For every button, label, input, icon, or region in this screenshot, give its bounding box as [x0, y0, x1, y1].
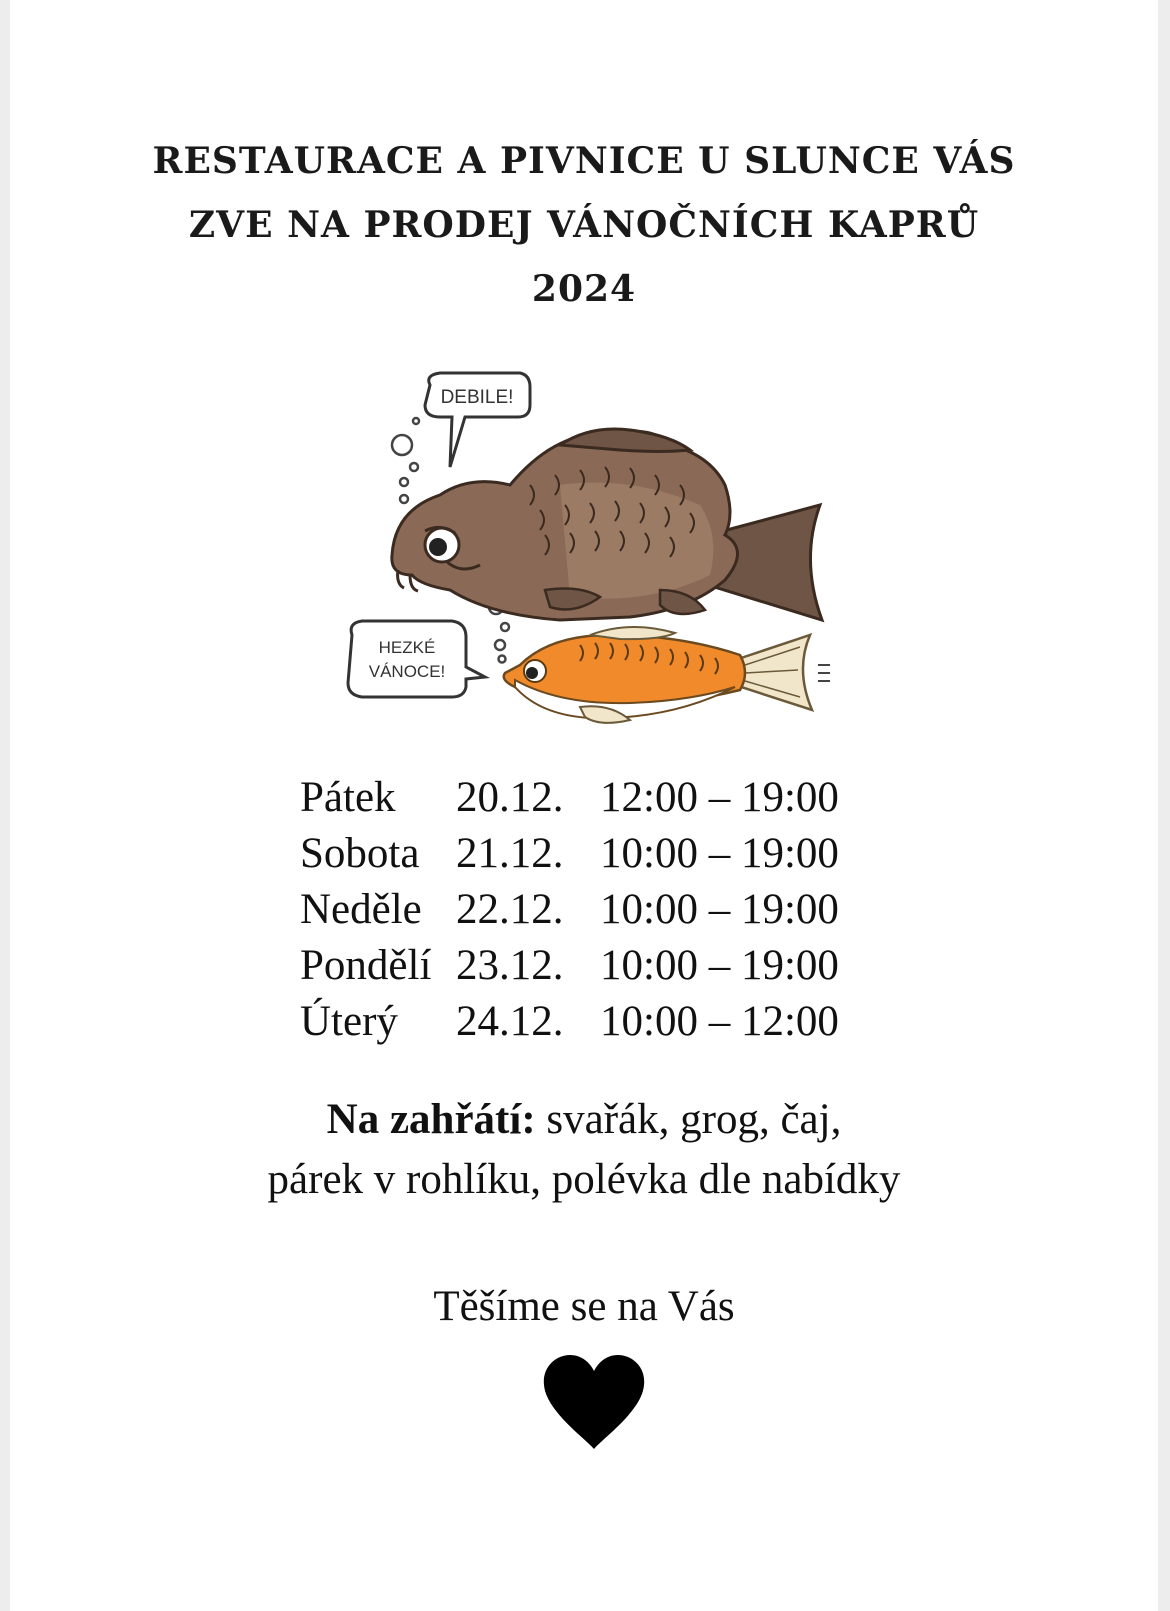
- speech-bubble-top: [425, 373, 530, 467]
- big-carp: [392, 429, 822, 620]
- speech-bubble-bottom-line1: HEZKÉ: [378, 638, 436, 657]
- carp-illustration: [330, 335, 850, 765]
- schedule-time: 10:00 – 19:00: [600, 830, 839, 877]
- schedule-time: 10:00 – 19:00: [600, 886, 839, 933]
- schedule-date: 22.12.: [456, 886, 564, 933]
- schedule-date: 20.12.: [456, 774, 564, 821]
- offer-items: svařák, grog, čaj,: [535, 1096, 842, 1143]
- schedule-time: 10:00 – 12:00: [600, 998, 839, 1045]
- heading-line-1: RESTAURACE A PIVNICE U SLUNCE VÁS: [152, 140, 1016, 182]
- flyer-page: [10, 0, 1158, 1611]
- offer-line-1: [10, 1095, 1158, 1144]
- speech-bubble-bottom: [348, 621, 485, 697]
- schedule-date: 21.12.: [456, 830, 564, 877]
- speech-bubble-bottom-line2: VÁNOCE!: [368, 662, 446, 681]
- schedule-day: Pátek: [300, 774, 396, 821]
- schedule-time: 12:00 – 19:00: [600, 774, 839, 821]
- speech-bubble-top-text: DEBILE!: [440, 387, 514, 408]
- offer-line-2: párek v rohlíku, polévka dle nabídky: [267, 1156, 901, 1203]
- schedule-day: Úterý: [300, 998, 398, 1045]
- sales-schedule: [300, 770, 900, 1050]
- heading-line-2: ZVE NA PRODEJ VÁNOČNÍCH KAPRŮ: [188, 204, 980, 246]
- closing-text: Těšíme se na Vás: [433, 1283, 735, 1330]
- schedule-row: [300, 938, 900, 994]
- schedule-row: [300, 826, 900, 882]
- schedule-date: 23.12.: [456, 942, 564, 989]
- schedule-row: [300, 882, 900, 938]
- schedule-time: 10:00 – 19:00: [600, 942, 839, 989]
- schedule-day: Pondělí: [300, 942, 432, 989]
- schedule-day: Neděle: [300, 886, 422, 933]
- small-koi: [504, 627, 830, 723]
- schedule-row: [300, 770, 900, 826]
- heading-year: 2024: [531, 268, 637, 310]
- schedule-row: [300, 994, 900, 1050]
- schedule-day: Sobota: [300, 830, 420, 877]
- heart-icon: [542, 1355, 646, 1451]
- offer-label: Na zahřátí:: [326, 1096, 536, 1143]
- schedule-date: 24.12.: [456, 998, 564, 1045]
